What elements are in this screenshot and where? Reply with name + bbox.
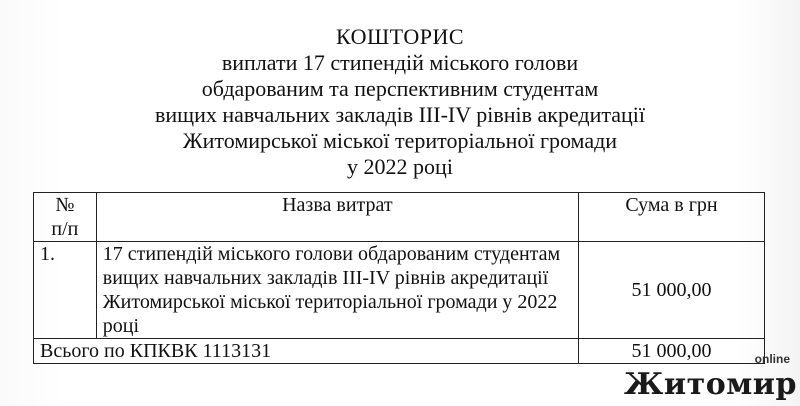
estimate-table xyxy=(33,192,765,364)
watermark-word: Житомир xyxy=(624,367,797,402)
table-header-row xyxy=(34,193,765,242)
document-title: КОШТОРИС xyxy=(335,24,465,49)
document-subtitle-line-2: обдарованим та перспективним студентам xyxy=(201,76,599,101)
header-number-abbrev: п/п xyxy=(51,218,79,240)
header-number-cell xyxy=(34,193,97,242)
site-watermark-logo xyxy=(624,352,797,402)
watermark-online-label: online xyxy=(754,352,790,366)
header-name-cell: Назва витрат xyxy=(96,193,578,242)
document-subtitle-line-3: вищих навчальних закладів ІІІ-ІV рівнів акредитації xyxy=(154,102,646,127)
total-label-cell: Всього по КПКВК 1113131 xyxy=(34,339,579,364)
row-number-cell: 1. xyxy=(34,242,97,339)
row-name-cell: 17 стипендій міського голови обдарованим студентам вищих навчальних закладів ІІІ-ІV рівнів акредитації Житомирської міської територіальної громади у 2022 році xyxy=(96,242,578,339)
total-sum-cell: 51 000,00 xyxy=(578,339,764,364)
document-subtitle-line-1: виплати 17 стипендій міського голови xyxy=(221,50,579,75)
header-number-symbol: № xyxy=(55,194,75,216)
document-subtitle-line-5: у 2022 році xyxy=(347,154,453,179)
document-title-block xyxy=(0,24,800,180)
row-sum-cell: 51 000,00 xyxy=(578,242,764,339)
document-subtitle-line-4: Житомирської міської територіальної громади xyxy=(182,128,618,153)
table-row xyxy=(34,242,765,339)
header-sum-cell: Сума в грн xyxy=(578,193,764,242)
